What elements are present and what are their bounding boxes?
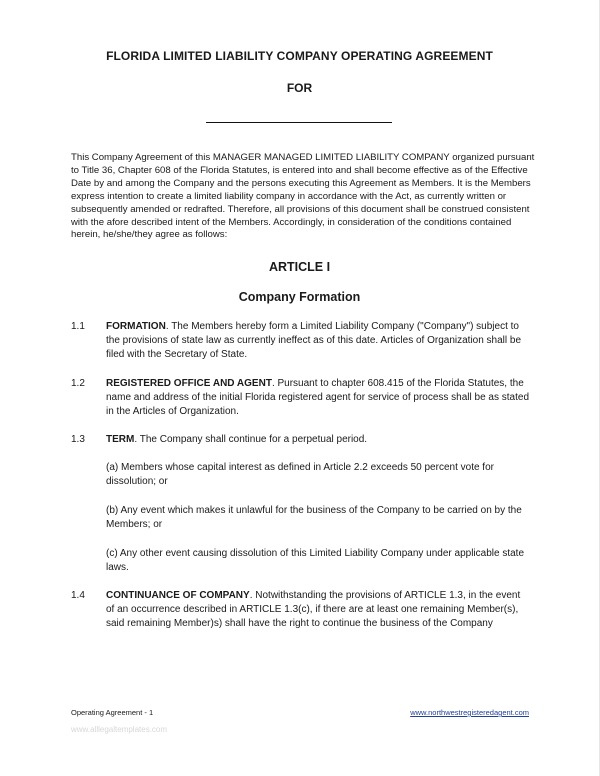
footer-website-link[interactable]: www.northwestregisteredagent.com: [410, 708, 529, 717]
section-number: 1.1: [71, 321, 85, 332]
section-body: [106, 377, 531, 419]
section-number: 1.4: [71, 590, 85, 601]
section-text: . Pursuant to chapter 608.415 of the Florida Statutes, the name and address of the initial Florida registered agent for service of process shall be as stated in the Articles of Organization.: [106, 378, 530, 417]
section-heading: REGISTERED OFFICE AND AGENT: [106, 378, 272, 389]
section-number: 1.2: [71, 378, 85, 389]
document-title: FLORIDA LIMITED LIABILITY COMPANY OPERATING AGREEMENT: [106, 49, 493, 63]
section-body: [106, 433, 531, 447]
term-item-c: (c) Any other event causing dissolution of this Limited Liability Company under applicable state laws.: [106, 548, 525, 573]
section-heading: FORMATION: [106, 321, 166, 332]
footer-page-label: Operating Agreement - 1: [71, 708, 154, 717]
article-subtitle: Company Formation: [238, 290, 361, 304]
section-number: 1.3: [71, 434, 85, 445]
section-heading: CONTINUANCE OF COMPANY: [106, 590, 250, 601]
section-body: [106, 320, 531, 362]
section-text: . The Company shall continue for a perpetual period.: [134, 434, 368, 445]
section-body: [106, 589, 531, 631]
intro-paragraph: This Company Agreement of this MANAGER MANAGED LIMITED LIABILITY COMPANY organized pursuant to Title 36, Chapter 608 of the Florida Statutes, is entered into and shall become effective as of the Effective Date by and among the Company and the persons executing this Agreement as Members. It is the Members express intention to create a limited liability company in accordance with the Act, as currently written or subsequently amended or redrafted. Therefore, all provisions of this document shall be construed consistent with the afore described intent of the Members. Accordingly, in consideration of the conditions contained herein, he/she/they agree as follows:: [71, 152, 535, 241]
section-1-4: [71, 589, 531, 631]
term-item-b: (b) Any event which makes it unlawful for the business of the Company to be carried on by the Members; or: [106, 505, 522, 530]
section-heading: TERM: [106, 434, 135, 445]
watermark-text: www.alllegaltemplates.com: [71, 725, 168, 734]
article-title: ARTICLE I: [268, 260, 331, 274]
section-text: . The Members hereby form a Limited Liability Company ("Company") subject to the provisions of state law as currently ineffect as of this date. Articles of Organization shall be filed with the Secretary of State.: [106, 321, 522, 360]
for-label: FOR: [286, 81, 313, 95]
section-1-2: [71, 377, 531, 419]
section-1-1: [71, 320, 531, 362]
section-1-3: [71, 433, 531, 447]
section-text: . Notwithstanding the provisions of ARTICLE 1.3, in the event of an occurrence described in ARTICLE 1.3(c), if there are at least one remaining Member(s), said remaining Member)s) shall have the right to continue the business of the Company: [106, 590, 521, 629]
term-item-a: (a) Members whose capital interest as defined in Article 2.2 exceeds 50 percent vote for dissolution; or: [106, 462, 494, 487]
company-name-blank-line: [206, 122, 392, 123]
